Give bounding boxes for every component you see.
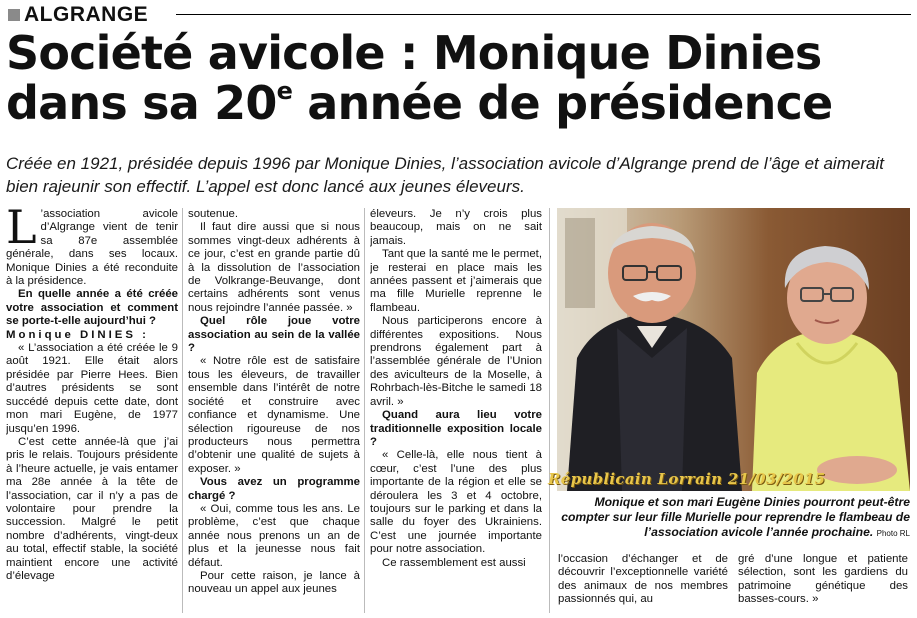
intro-paragraph: ’association avicole d’Algrange vient de tenir sa 87e assemblée générale, dans ses locaux. Monique Dinies a été reconduite à la présidence. [6,208,178,288]
headline-line-2-pre: dans sa 20 [6,76,277,130]
answer-paragraph: Il faut dire aussi que si nous sommes vingt-deux adhérents à ce jour, c’est en grande partie dû à la dissolution de l’association de Volkrange-Beuvange, dont certains adhérents sont venus nous rejoindre l’année passée. » [188,221,360,314]
headline-line-2-post: année de présidence [292,76,833,130]
headline-line-1: Société avicole : Monique Dinies [6,26,822,80]
rubric-rule [176,14,911,15]
headline-line-2 [6,78,911,128]
drop-cap: L [6,208,37,254]
answer-paragraph: Tant que la santé me le permet, je resterai en place mais les années passent et j’aimerais que ma fille Murielle reprenne le flambeau. [370,248,542,314]
couple-photo-illustration [557,208,910,491]
answer-paragraph: Ce rassemblement est aussi [382,556,526,569]
answer-paragraph: Nous participerons encore à différentes expositions. Nous prendrons également part à l’assemblée générale de l’Union des aviculteurs de la Moselle, à Rohrbach-lès-Bitche le samedi 18 avril. » [370,315,542,408]
article-column-1 [6,208,178,613]
caption-text: Monique et son mari Eugène Dinies pourront peut-être compter sur leur fille Murielle pour reprendre le flambeau de l’association avicole l’année prochaine. [561,495,910,539]
answer-paragraph: « Oui, comme tous les ans. Le problème, c’est que chaque année nous prenons un an de plus et la jeunesse nous fait défaut. [188,502,360,569]
column-divider [364,208,365,613]
question-3: Vous avez un programme chargé ? [188,476,360,502]
rubric-square-icon [8,9,20,21]
column-divider [549,208,550,613]
answer-paragraph: « Celle-là, elle nous tient à cœur, c’est l’une des plus importante de la région et elle se déroulera les 3 et 4 octobre, toujours sur le parking et dans la salle du foyer des Ukrainiens. C’est une journée importante pour notre association. [370,449,542,556]
article-column-4 [558,553,728,613]
rubric-label: ALGRANGE [24,3,149,26]
photo-credit: Photo RL [876,529,910,538]
question-2: Quel rôle joue votre association au sein de la vallée ? [188,315,360,355]
answer-paragraph: C’est cette année-là que j’ai pris le relais. Toujours présidente à l’heure actuelle, je vais entamer ma 28e année à la tête de l’association, car il n’y a pas de volontaire pour prendre la succession. Malgré le petit nombre d’adhérents, vingt-deux au total, effectif stable, la société maintient encore une activité d’élevage [6,435,178,582]
question-4: Quand aura lieu votre traditionnelle exposition locale ? [370,409,542,448]
lead-paragraph: Créée en 1921, présidée depuis 1996 par Monique Dinies, l’association avicole d’Algrange prend de l’âge et aimerait bien rajeunir son effectif. L’appel est donc lancé aux jeunes éleveurs. [6,154,884,196]
headline [6,28,911,128]
answer-paragraph: « Notre rôle est de satisfaire tous les éleveurs, de travailler ensemble dans l’intérêt de notre société et construire avec confiance et dynamisme. Une sélection rigoureuse de nos producteurs nous permettra d’obtenir une qualité de sujets à exposer. » [188,355,360,475]
answer-paragraph: éleveurs. Je n’y crois plus beaucoup, mais on ne sait jamais. [370,208,542,247]
answer-paragraph: Pour cette raison, je lance à nouveau un appel aux jeunes [188,569,360,596]
interviewee-name: Monique DINIES : [6,328,149,341]
article-column-3 [370,208,542,613]
answer-paragraph: l’occasion d’échanger et de découvrir l’exceptionnelle variété des animaux de nos membres passionnés qui, au [558,553,728,606]
photo-caption [557,495,910,541]
answer-paragraph: gré d’une longue et patiente sélection, sont les gardiens du patrimoine génétique des basses-cours. » [738,553,908,606]
article-column-5 [738,553,908,613]
answer-paragraph: soutenue. [188,208,239,220]
newspaper-watermark: Républicain Lorrain 21/03/2015 [548,470,826,488]
article-column-2 [188,208,360,613]
headline-superscript: e [276,77,293,105]
question-1: En quelle année a été créée votre association et comment se porte-t-elle aujourd’hui ? [6,288,178,328]
answer-paragraph: « L’association a été créée le 9 août 1921. Elle était alors présidée par Pierre Hees. Bien d’autres présidents se sont succédé depuis cette date, dont mon mari Eugène, de 1977 jusqu’en 1996. [6,342,178,435]
article-photo [557,208,910,491]
column-divider [182,208,183,613]
section-rubric [8,4,148,26]
